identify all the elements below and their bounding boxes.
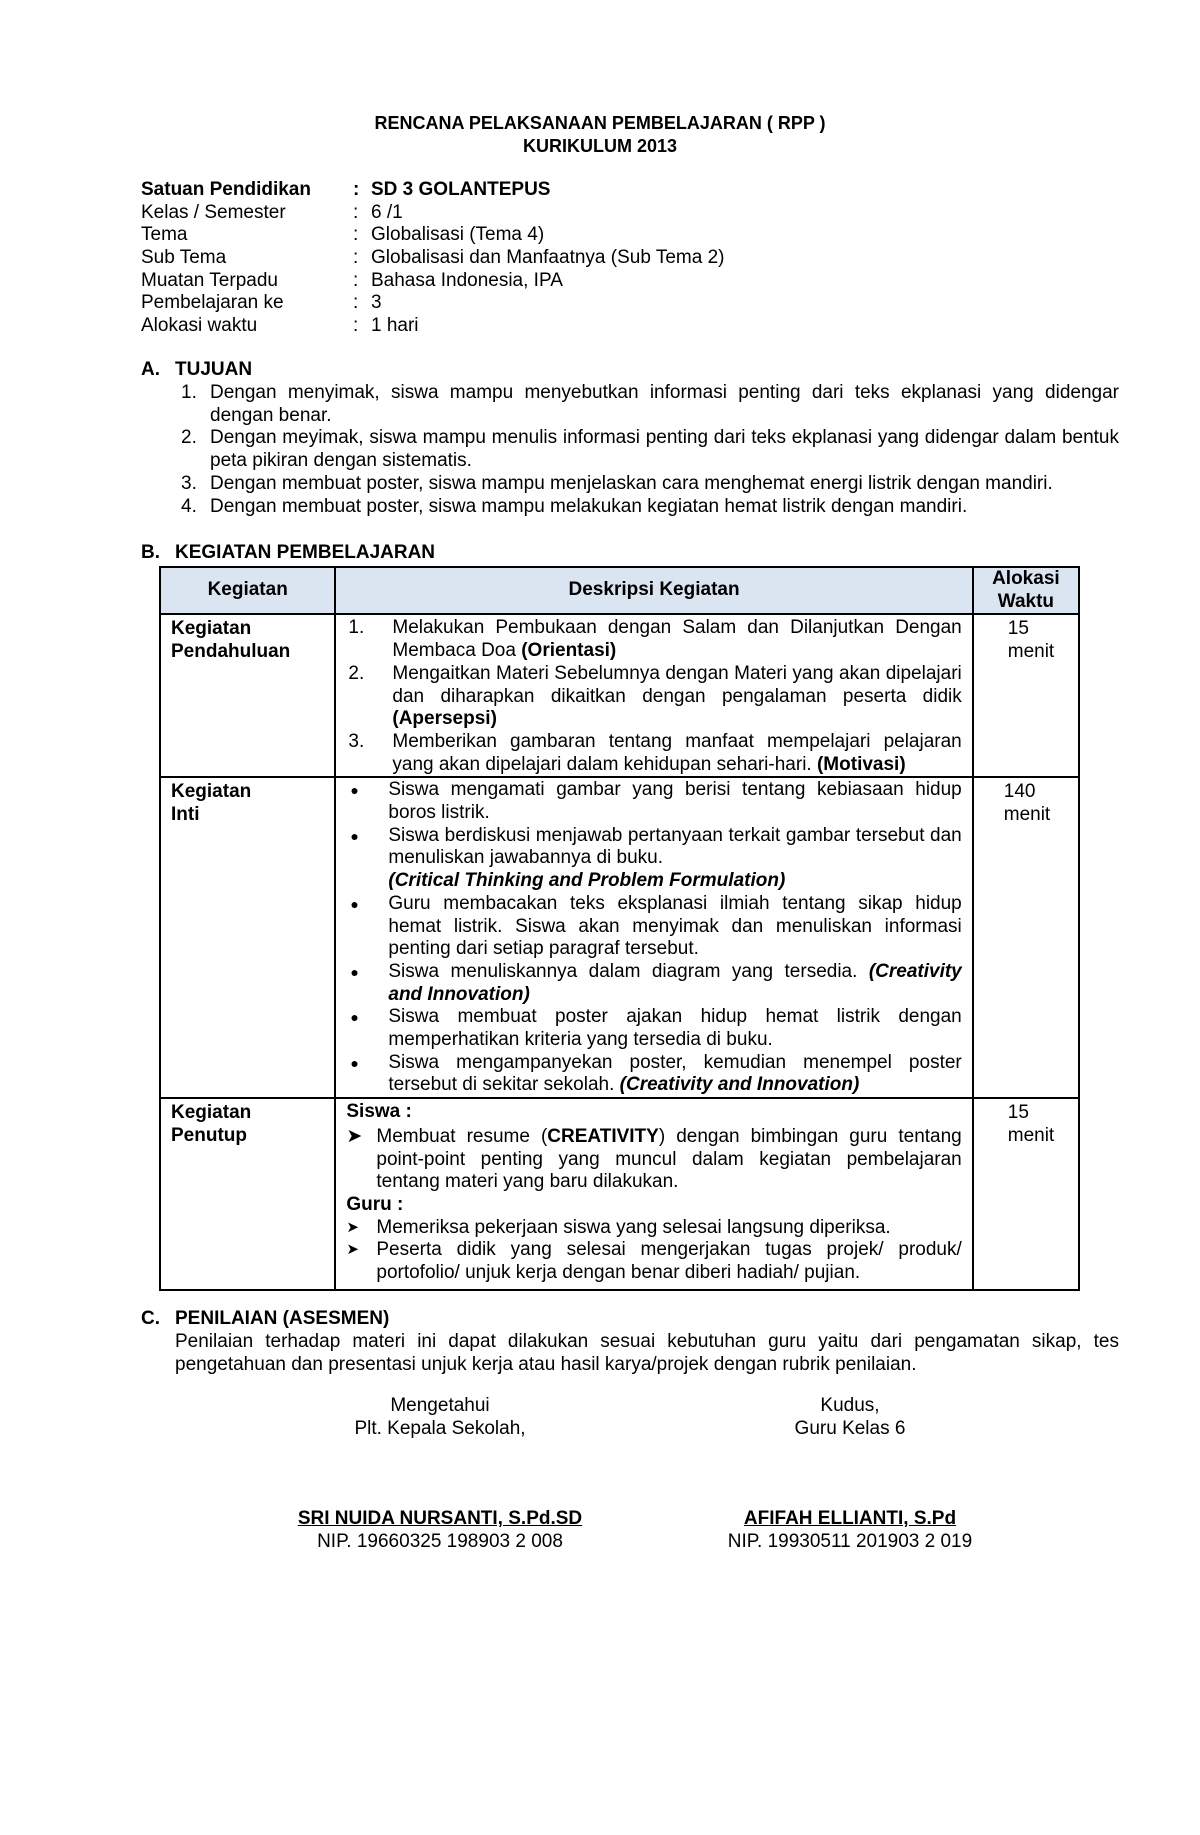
list-item <box>350 825 961 893</box>
info-colon: : <box>353 224 359 246</box>
item-text: Guru membacakan teks eksplanasi ilmiah tentang sikap hidup hemat listrik. Siswa akan menyimak dan menuliskan informasi penting dari setiap paragraf tersebut. <box>388 892 962 960</box>
list-item <box>350 961 961 1006</box>
bullet-icon: ● <box>350 1054 359 1071</box>
pendahuluan-list <box>336 615 971 776</box>
tujuan-item <box>181 427 1119 472</box>
bullet-icon: ● <box>350 827 359 844</box>
kegiatan-cell <box>160 777 335 1098</box>
item-text: Dengan menyimak, siswa mampu menyebutkan informasi penting dari teks ekplanasi yang didengar dengan benar. <box>210 382 1119 426</box>
section-title: PENILAIAN (ASESMEN) <box>175 1308 390 1329</box>
section-b-heading <box>141 542 435 565</box>
siswa-list <box>336 1126 971 1194</box>
item-tag: (Apersepsi) <box>392 708 497 730</box>
tujuan-list <box>181 382 1119 518</box>
bullet-icon: ● <box>350 782 359 799</box>
list-item <box>350 1006 961 1051</box>
info-label: Kelas / Semester <box>141 201 286 223</box>
kegiatan-name: Kegiatan Penutup <box>171 1102 252 1146</box>
item-body: Siswa berdiskusi menjawab pertanyaan terkait gambar tersebut dan menuliskan jawabannya di buku. <box>388 824 962 869</box>
item-text: Dengan membuat poster, siswa mampu menjelaskan cara menghemat energi listrik dengan mandiri. <box>210 472 1053 494</box>
item-emphasis: CREATIVITY <box>547 1125 659 1147</box>
info-row-kelas <box>141 202 724 225</box>
arrow-icon: ➤ <box>346 1125 363 1147</box>
identity-block <box>141 179 724 338</box>
header-kegiatan: Kegiatan <box>160 567 335 614</box>
item-number: 3. <box>181 472 197 494</box>
alokasi-value: 15 menit <box>1007 618 1055 663</box>
signature-line1: Kudus, <box>820 1395 880 1416</box>
list-item <box>350 779 961 824</box>
guru-list <box>336 1217 971 1289</box>
signature-line2: Plt. Kepala Sekolah, <box>354 1417 526 1439</box>
item-body-end: ) dengan bimbingan guru tentang point-point penting yang muncul dalam kegiatan pembelajaran tentang materi yang baru dilakukan. <box>376 1125 962 1193</box>
item-body: Memberikan gambaran tentang manfaat mempelajari pelajaran yang akan dipelajari dalam kehidupan sehari-hari. <box>392 730 962 775</box>
inti-list <box>336 778 971 1097</box>
list-item <box>348 617 961 662</box>
info-colon: : <box>353 292 359 314</box>
list-item <box>346 1239 961 1284</box>
section-title: TUJUAN <box>175 359 253 380</box>
info-row-alokasi <box>141 315 724 338</box>
signature-name: AFIFAH ELLIANTI, S.Pd <box>743 1508 957 1530</box>
signature-line1: Mengetahui <box>390 1395 490 1416</box>
info-value: 3 <box>371 292 382 314</box>
signature-nip: NIP. 19660325 198903 2 008 <box>317 1531 563 1553</box>
signature-space <box>290 1440 590 1508</box>
arrow-icon: ➤ <box>346 1241 359 1259</box>
list-item <box>348 663 961 731</box>
item-text: Memeriksa pekerjaan siswa yang selesai langsung diperiksa. <box>376 1216 891 1238</box>
list-item <box>348 731 961 776</box>
item-text <box>392 617 961 662</box>
info-label: Satuan Pendidikan <box>141 179 311 200</box>
info-row-muatan <box>141 270 724 293</box>
info-colon: : <box>353 179 360 200</box>
alokasi-value: 15 menit <box>1007 1102 1055 1146</box>
item-tag: (Creativity and Innovation) <box>388 960 962 1005</box>
info-value: 6 /1 <box>371 201 403 223</box>
item-text: Siswa membuat poster ajakan hidup hemat listrik dengan memperhatikan kriteria yang tersedia di buku. <box>388 1006 962 1051</box>
info-value: Globalisasi dan Manfaatnya (Sub Tema 2) <box>371 247 725 269</box>
item-text <box>376 1126 961 1194</box>
info-colon: : <box>353 247 359 269</box>
info-label: Pembelajaran ke <box>141 292 284 314</box>
item-number: 1. <box>348 617 365 639</box>
item-tag: (Orientasi) <box>521 640 617 662</box>
kegiatan-table <box>159 566 1080 1291</box>
info-colon: : <box>353 269 359 291</box>
item-number: 3. <box>348 730 365 752</box>
siswa-label: Siswa : <box>346 1101 412 1123</box>
penilaian-text: Penilaian terhadap materi ini dapat dilakukan sesuai kebutuhan guru yaitu dari pengamatan sikap, tes pengetahuan dan presentasi unjuk kerja atau hasil karya/projek dengan rubrik penilaian. <box>175 1331 1119 1375</box>
info-row-pembelajaran <box>141 292 724 315</box>
item-text <box>388 1052 961 1097</box>
signature-name: SRI NUIDA NURSANTI, S.Pd.SD <box>297 1508 583 1530</box>
list-item <box>346 1126 961 1194</box>
info-colon: : <box>353 315 359 337</box>
kegiatan-cell <box>160 614 335 777</box>
section-a-heading <box>141 359 252 382</box>
section-c-heading <box>141 1308 389 1331</box>
info-label: Alokasi waktu <box>141 315 258 337</box>
list-item <box>350 893 961 961</box>
item-note: (Critical Thinking and Problem Formulation) <box>388 870 786 892</box>
section-title: KEGIATAN PEMBELAJARAN <box>175 542 436 563</box>
item-body: Mengaitkan Materi Sebelumnya dengan Materi yang akan dipelajari dan diharapkan dikaitkan dengan pengalaman peserta didik <box>392 662 962 707</box>
info-label: Muatan Terpadu <box>141 269 278 291</box>
deskripsi-cell <box>335 614 972 777</box>
bullet-icon: ● <box>350 895 359 912</box>
item-text <box>392 663 961 731</box>
alokasi-cell <box>973 777 1079 1098</box>
arrow-icon: ➤ <box>346 1218 359 1236</box>
alokasi-cell <box>973 1098 1079 1290</box>
header-alokasi: Alokasi Waktu <box>973 567 1079 614</box>
kegiatan-name: Kegiatan Pendahuluan <box>171 618 291 663</box>
section-number: A. <box>141 359 160 380</box>
item-text: Dengan meyimak, siswa mampu menulis informasi penting dari teks ekplanasi yang didengar dalam bentuk peta pikiran dengan sistematis. <box>210 427 1119 472</box>
alokasi-value: 140 menit <box>1003 781 1051 826</box>
header-deskripsi: Deskripsi Kegiatan <box>335 567 972 614</box>
item-number: 2. <box>181 427 197 449</box>
item-body: Siswa menuliskannya dalam diagram yang tersedia. <box>388 960 869 982</box>
info-row-satuan <box>141 179 724 202</box>
table-header-row <box>160 567 1079 614</box>
signature-space <box>700 1440 1000 1508</box>
signature-left <box>290 1395 590 1554</box>
item-body: Siswa mengampanyekan poster, kemudian menempel poster tersebut di sekitar sekolah. <box>388 1051 962 1096</box>
info-value: 1 hari <box>371 315 419 337</box>
item-body: Membuat resume ( <box>376 1125 548 1147</box>
signature-line2: Guru Kelas 6 <box>794 1417 906 1439</box>
guru-label: Guru : <box>346 1193 404 1215</box>
item-text <box>388 961 961 1006</box>
item-number: 4. <box>181 495 197 517</box>
tujuan-item <box>181 382 1119 427</box>
item-text: Peserta didik yang selesai mengerjakan tugas projek/ produk/ portofolio/ unjuk kerja dengan benar diberi hadiah/ pujian. <box>376 1239 962 1284</box>
table-row-penutup <box>160 1098 1079 1290</box>
info-label: Tema <box>141 224 188 246</box>
info-colon: : <box>353 201 359 223</box>
kegiatan-name: Kegiatan Inti <box>171 781 252 826</box>
list-item <box>350 1052 961 1097</box>
item-text <box>388 825 961 893</box>
bullet-icon: ● <box>350 1009 359 1026</box>
tujuan-item <box>181 496 1119 519</box>
info-row-subtema <box>141 247 724 270</box>
item-text: Siswa mengamati gambar yang berisi tentang kebiasaan hidup boros listrik. <box>388 779 962 824</box>
deskripsi-cell <box>335 777 972 1098</box>
item-text <box>392 731 961 776</box>
info-value: Bahasa Indonesia, IPA <box>371 269 563 291</box>
section-number: B. <box>141 542 160 563</box>
info-label: Sub Tema <box>141 247 227 269</box>
item-number: 2. <box>348 662 365 684</box>
item-number: 1. <box>181 382 197 403</box>
kegiatan-cell <box>160 1098 335 1290</box>
tujuan-item <box>181 473 1119 496</box>
alokasi-cell <box>973 614 1079 777</box>
document-title: RENCANA PELAKSANAAN PEMBELAJARAN ( RPP ) <box>374 113 826 133</box>
table-row-inti <box>160 777 1079 1098</box>
deskripsi-cell <box>335 1098 972 1290</box>
table-row-pendahuluan <box>160 614 1079 777</box>
item-text: Dengan membuat poster, siswa mampu melakukan kegiatan hemat listrik dengan mandiri. <box>210 495 968 517</box>
signature-right <box>700 1395 1000 1554</box>
info-row-tema <box>141 224 724 247</box>
section-number: C. <box>141 1308 160 1329</box>
signature-nip: NIP. 19930511 201903 2 019 <box>727 1531 973 1553</box>
item-tag: (Creativity and Innovation) <box>619 1074 860 1096</box>
info-value: SD 3 GOLANTEPUS <box>371 179 551 200</box>
bullet-icon: ● <box>350 963 359 980</box>
item-tag: (Motivasi) <box>816 753 906 775</box>
info-value: Globalisasi (Tema 4) <box>371 224 545 246</box>
list-item <box>346 1217 961 1240</box>
item-body: Melakukan Pembukaan dengan Salam dan Dilanjutkan Dengan Membaca Doa <box>392 617 962 662</box>
document-subtitle: KURIKULUM 2013 <box>522 136 678 156</box>
